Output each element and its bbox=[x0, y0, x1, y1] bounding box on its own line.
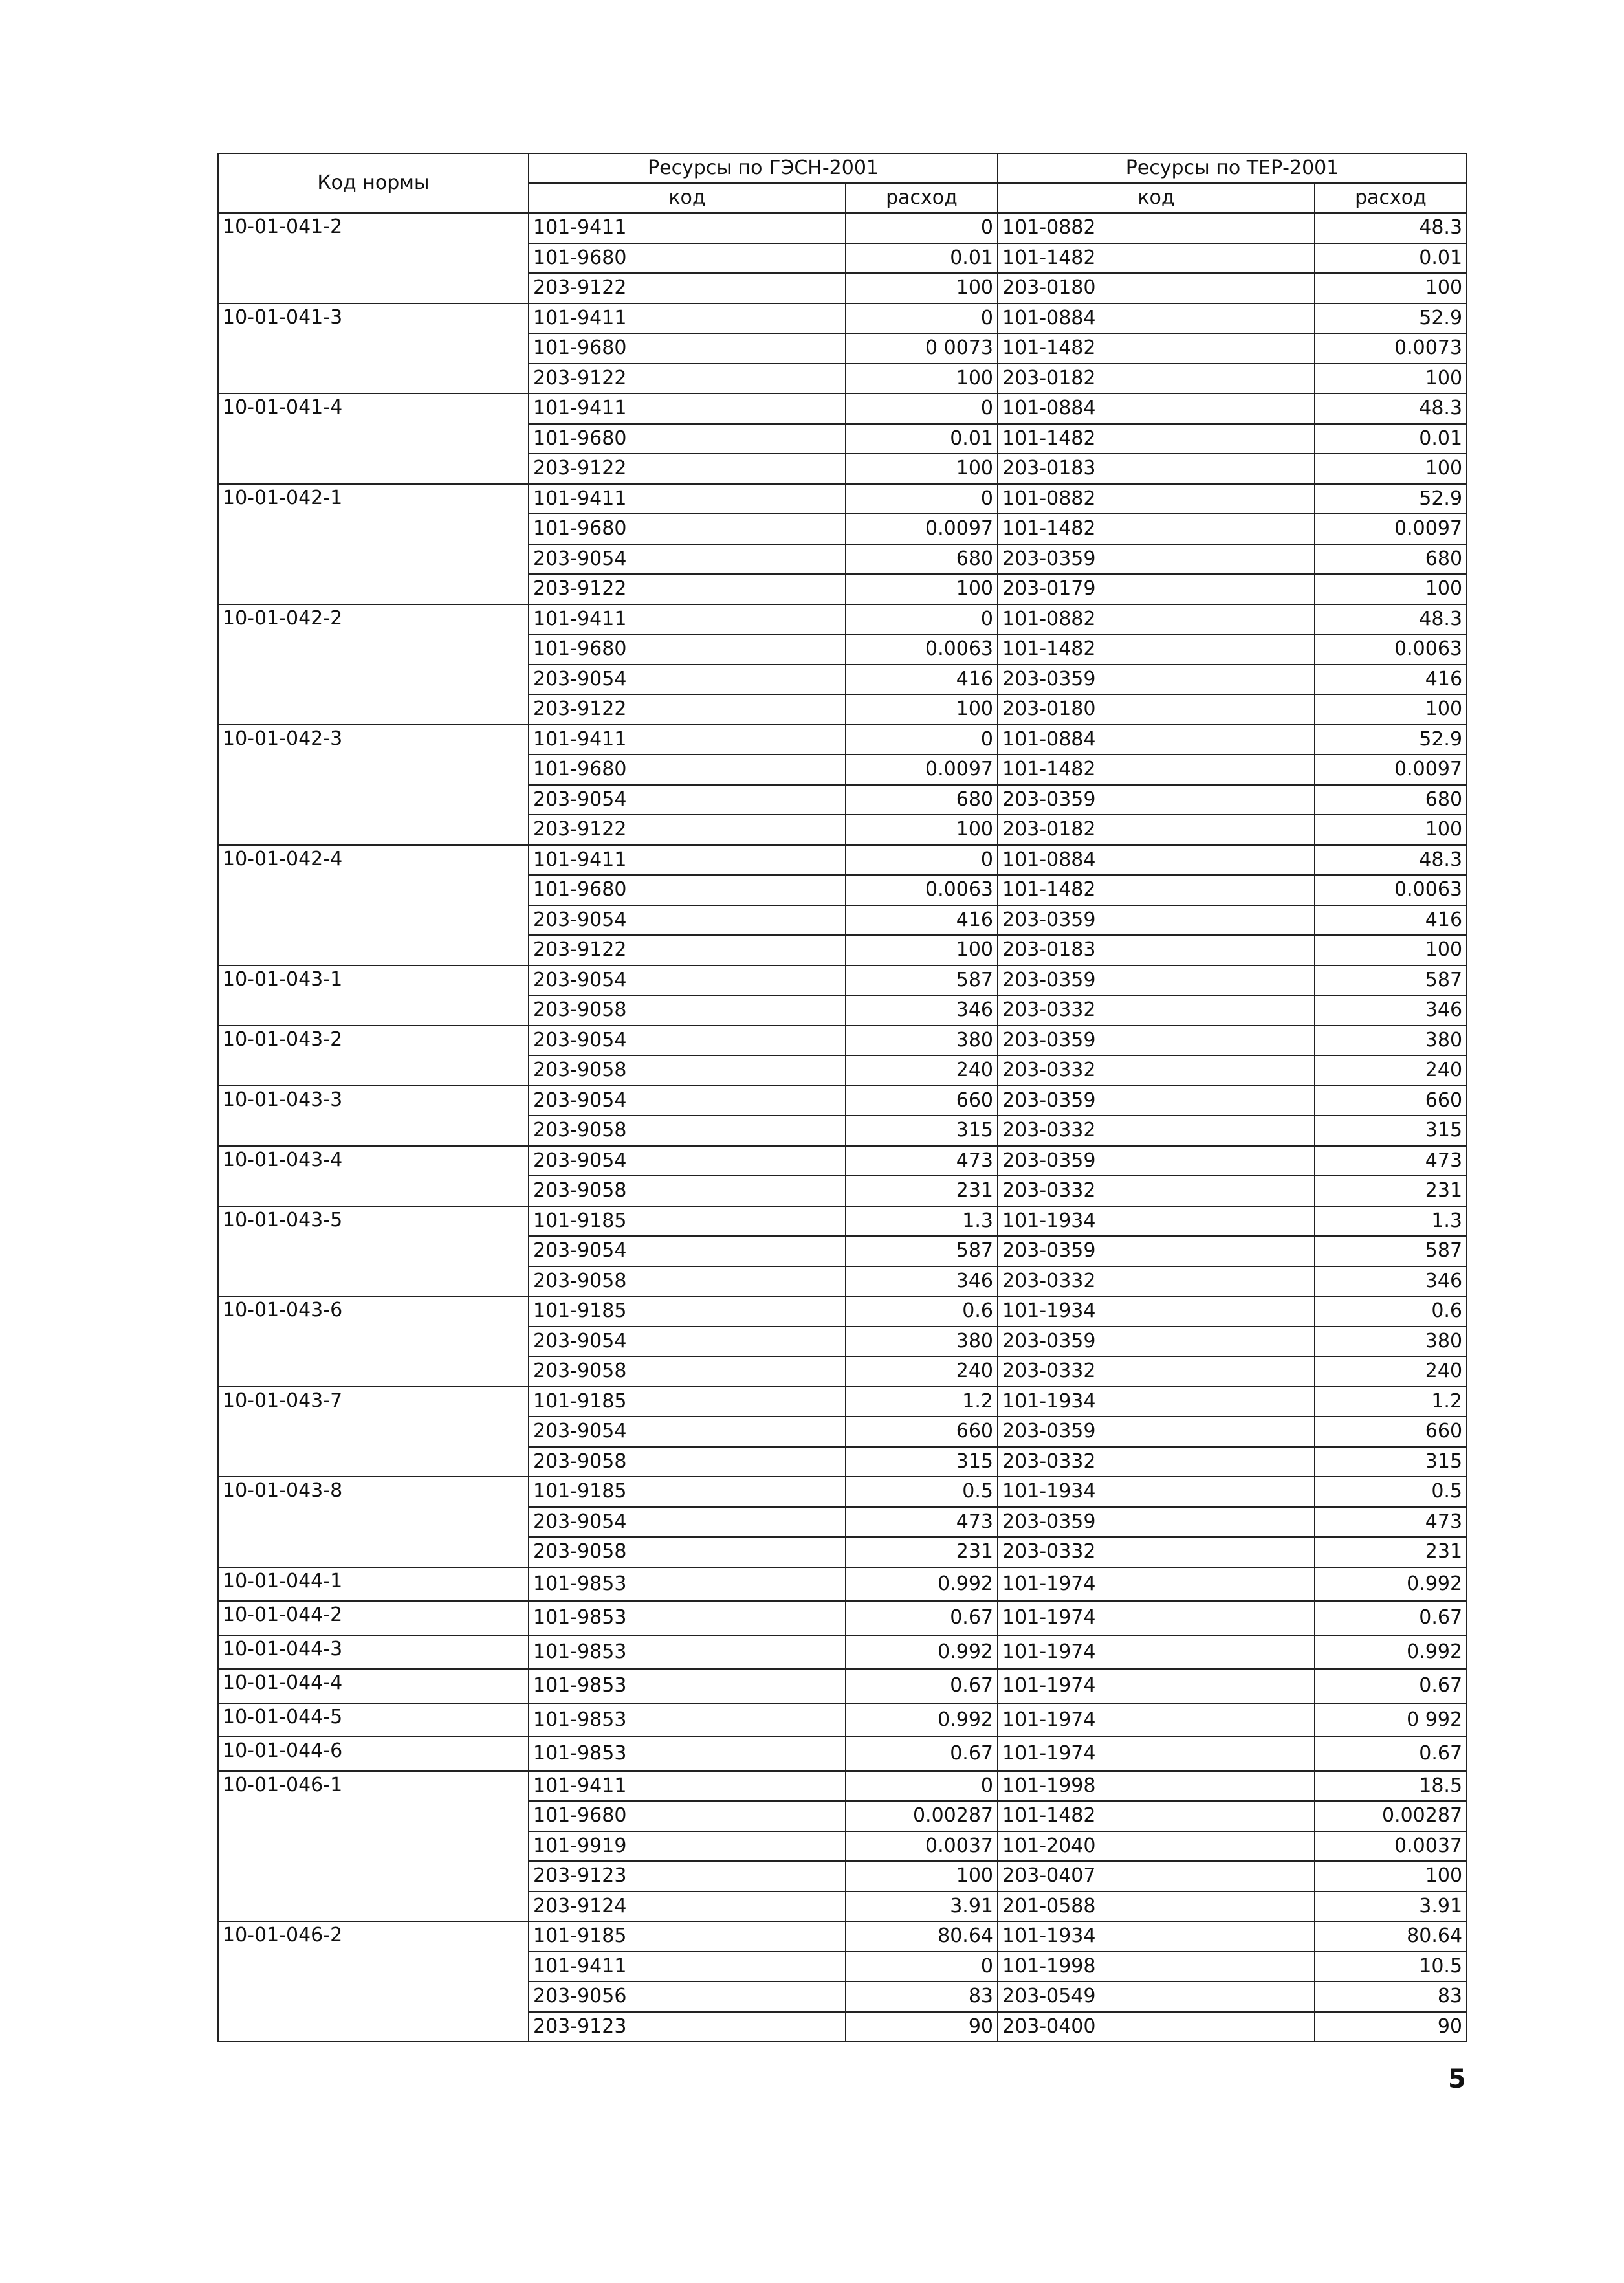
ter-consumption-cell: 0.0063 bbox=[1315, 875, 1467, 905]
ter-code-cell: 201-0588 bbox=[998, 1891, 1315, 1922]
ter-consumption-cell: 231 bbox=[1315, 1537, 1467, 1567]
ter-consumption-cell: 416 bbox=[1315, 665, 1467, 695]
gesn-consumption-cell: 0 bbox=[846, 484, 998, 514]
gesn-consumption-cell: 346 bbox=[846, 1266, 998, 1297]
ter-code-cell: 203-0332 bbox=[998, 1537, 1315, 1567]
gesn-consumption-cell: 100 bbox=[846, 935, 998, 965]
table-row bbox=[218, 604, 1467, 635]
gesn-consumption-cell: 0 bbox=[846, 725, 998, 755]
gesn-code-cell: 203-9056 bbox=[529, 1981, 846, 2012]
table-row bbox=[218, 1086, 1467, 1116]
ter-code-cell: 101-1974 bbox=[998, 1635, 1315, 1670]
ter-consumption-cell: 380 bbox=[1315, 1026, 1467, 1056]
gesn-code-cell: 203-9054 bbox=[529, 1146, 846, 1176]
ter-code-cell: 101-1934 bbox=[998, 1477, 1315, 1507]
header-ter-resources: Ресурсы по ТЕР-2001 bbox=[998, 153, 1467, 183]
gesn-code-cell: 101-9411 bbox=[529, 845, 846, 876]
ter-code-cell: 101-1998 bbox=[998, 1771, 1315, 1802]
ter-consumption-cell: 1.2 bbox=[1315, 1387, 1467, 1417]
gesn-code-cell: 101-9411 bbox=[529, 303, 846, 334]
header-norm-code: Код нормы bbox=[218, 153, 529, 213]
norm-code-cell: 10-01-041-3 bbox=[218, 303, 529, 394]
gesn-consumption-cell: 0 bbox=[846, 1952, 998, 1982]
ter-code-cell: 101-1998 bbox=[998, 1952, 1315, 1982]
ter-consumption-cell: 0.6 bbox=[1315, 1296, 1467, 1327]
gesn-code-cell: 203-9122 bbox=[529, 935, 846, 965]
norm-code-cell: 10-01-043-6 bbox=[218, 1296, 529, 1387]
ter-consumption-cell: 100 bbox=[1315, 574, 1467, 604]
norm-code-cell: 10-01-044-4 bbox=[218, 1669, 529, 1703]
ter-consumption-cell: 231 bbox=[1315, 1176, 1467, 1206]
ter-code-cell: 203-0359 bbox=[998, 1146, 1315, 1176]
ter-code-cell: 101-1482 bbox=[998, 424, 1315, 454]
ter-consumption-cell: 315 bbox=[1315, 1447, 1467, 1477]
ter-consumption-cell: 1.3 bbox=[1315, 1206, 1467, 1237]
table-row bbox=[218, 1771, 1467, 1802]
gesn-code-cell: 203-9054 bbox=[529, 785, 846, 815]
gesn-code-cell: 101-9411 bbox=[529, 484, 846, 514]
gesn-code-cell: 101-9185 bbox=[529, 1921, 846, 1952]
gesn-code-cell: 203-9054 bbox=[529, 1507, 846, 1538]
gesn-consumption-cell: 1.2 bbox=[846, 1387, 998, 1417]
ter-consumption-cell: 0.01 bbox=[1315, 424, 1467, 454]
page-number: 5 bbox=[1448, 2064, 1466, 2094]
norm-code-cell: 10-01-046-2 bbox=[218, 1921, 529, 2042]
gesn-code-cell: 203-9124 bbox=[529, 1891, 846, 1922]
table-row bbox=[218, 725, 1467, 755]
ter-consumption-cell: 48.3 bbox=[1315, 604, 1467, 635]
ter-consumption-cell: 52.9 bbox=[1315, 484, 1467, 514]
gesn-consumption-cell: 346 bbox=[846, 995, 998, 1026]
ter-consumption-cell: 10.5 bbox=[1315, 1952, 1467, 1982]
gesn-consumption-cell: 240 bbox=[846, 1055, 998, 1086]
gesn-code-cell: 101-9680 bbox=[529, 875, 846, 905]
norm-code-cell: 10-01-044-5 bbox=[218, 1703, 529, 1737]
ter-code-cell: 203-0179 bbox=[998, 574, 1315, 604]
gesn-code-cell: 101-9680 bbox=[529, 755, 846, 785]
ter-code-cell: 203-0332 bbox=[998, 995, 1315, 1026]
gesn-consumption-cell: 0.992 bbox=[846, 1703, 998, 1737]
gesn-consumption-cell: 660 bbox=[846, 1086, 998, 1116]
table-row bbox=[218, 1296, 1467, 1327]
gesn-code-cell: 101-9411 bbox=[529, 1952, 846, 1982]
ter-code-cell: 203-0359 bbox=[998, 544, 1315, 575]
gesn-code-cell: 203-9054 bbox=[529, 544, 846, 575]
ter-code-cell: 203-0183 bbox=[998, 454, 1315, 484]
header-gesn-resources: Ресурсы по ГЭСН-2001 bbox=[529, 153, 998, 183]
table-row bbox=[218, 1026, 1467, 1056]
table-body bbox=[218, 213, 1467, 2042]
ter-code-cell: 203-0180 bbox=[998, 694, 1315, 725]
gesn-code-cell: 101-9185 bbox=[529, 1206, 846, 1237]
norm-code-cell: 10-01-044-3 bbox=[218, 1635, 529, 1670]
gesn-consumption-cell: 0.67 bbox=[846, 1669, 998, 1703]
gesn-consumption-cell: 587 bbox=[846, 1236, 998, 1266]
gesn-consumption-cell: 0 bbox=[846, 604, 998, 635]
ter-consumption-cell: 240 bbox=[1315, 1356, 1467, 1387]
ter-code-cell: 203-0182 bbox=[998, 815, 1315, 845]
table-row bbox=[218, 1477, 1467, 1507]
gesn-code-cell: 101-9680 bbox=[529, 1801, 846, 1831]
norm-code-cell: 10-01-044-2 bbox=[218, 1601, 529, 1635]
table-row bbox=[218, 1635, 1467, 1670]
ter-consumption-cell: 0.67 bbox=[1315, 1737, 1467, 1771]
gesn-consumption-cell: 0 bbox=[846, 845, 998, 876]
gesn-code-cell: 101-9680 bbox=[529, 424, 846, 454]
ter-consumption-cell: 0.67 bbox=[1315, 1601, 1467, 1635]
table-row bbox=[218, 303, 1467, 334]
gesn-consumption-cell: 680 bbox=[846, 785, 998, 815]
gesn-consumption-cell: 0.992 bbox=[846, 1635, 998, 1670]
ter-consumption-cell: 0.0097 bbox=[1315, 755, 1467, 785]
table-row bbox=[218, 965, 1467, 996]
norm-code-cell: 10-01-043-4 bbox=[218, 1146, 529, 1206]
gesn-code-cell: 101-9853 bbox=[529, 1635, 846, 1670]
gesn-code-cell: 203-9122 bbox=[529, 694, 846, 725]
ter-code-cell: 203-0332 bbox=[998, 1176, 1315, 1206]
ter-code-cell: 101-0882 bbox=[998, 213, 1315, 243]
ter-code-cell: 101-1934 bbox=[998, 1921, 1315, 1952]
norm-code-cell: 10-01-042-3 bbox=[218, 725, 529, 845]
gesn-consumption-cell: 231 bbox=[846, 1176, 998, 1206]
gesn-code-cell: 203-9054 bbox=[529, 1417, 846, 1447]
gesn-consumption-cell: 0.67 bbox=[846, 1601, 998, 1635]
ter-consumption-cell: 315 bbox=[1315, 1116, 1467, 1146]
norm-code-cell: 10-01-044-1 bbox=[218, 1567, 529, 1602]
gesn-consumption-cell: 0.00287 bbox=[846, 1801, 998, 1831]
ter-code-cell: 101-1974 bbox=[998, 1703, 1315, 1737]
table-row bbox=[218, 393, 1467, 424]
gesn-consumption-cell: 0 bbox=[846, 393, 998, 424]
gesn-code-cell: 101-9411 bbox=[529, 725, 846, 755]
gesn-code-cell: 203-9122 bbox=[529, 364, 846, 394]
ter-consumption-cell: 48.3 bbox=[1315, 213, 1467, 243]
ter-code-cell: 203-0359 bbox=[998, 785, 1315, 815]
ter-consumption-cell: 0.0097 bbox=[1315, 514, 1467, 544]
ter-consumption-cell: 0.5 bbox=[1315, 1477, 1467, 1507]
ter-code-cell: 101-0882 bbox=[998, 604, 1315, 635]
ter-code-cell: 101-1482 bbox=[998, 755, 1315, 785]
table-row bbox=[218, 1601, 1467, 1635]
ter-code-cell: 101-1974 bbox=[998, 1669, 1315, 1703]
ter-code-cell: 203-0332 bbox=[998, 1116, 1315, 1146]
gesn-code-cell: 101-9411 bbox=[529, 393, 846, 424]
gesn-consumption-cell: 587 bbox=[846, 965, 998, 996]
ter-consumption-cell: 587 bbox=[1315, 965, 1467, 996]
ter-consumption-cell: 100 bbox=[1315, 694, 1467, 725]
ter-code-cell: 203-0183 bbox=[998, 935, 1315, 965]
gesn-code-cell: 203-9058 bbox=[529, 1447, 846, 1477]
gesn-consumption-cell: 315 bbox=[846, 1447, 998, 1477]
ter-code-cell: 101-1482 bbox=[998, 1801, 1315, 1831]
gesn-consumption-cell: 0 0073 bbox=[846, 333, 998, 364]
gesn-code-cell: 101-9853 bbox=[529, 1669, 846, 1703]
ter-consumption-cell: 680 bbox=[1315, 785, 1467, 815]
gesn-code-cell: 203-9054 bbox=[529, 905, 846, 936]
ter-code-cell: 101-2040 bbox=[998, 1831, 1315, 1862]
table-row bbox=[218, 845, 1467, 876]
gesn-consumption-cell: 0.0097 bbox=[846, 755, 998, 785]
table-row bbox=[218, 1567, 1467, 1602]
gesn-consumption-cell: 0.992 bbox=[846, 1567, 998, 1602]
gesn-code-cell: 203-9122 bbox=[529, 273, 846, 303]
ter-consumption-cell: 0.00287 bbox=[1315, 1801, 1467, 1831]
ter-consumption-cell: 100 bbox=[1315, 364, 1467, 394]
header-ter-consumption: расход bbox=[1315, 183, 1467, 213]
ter-code-cell: 203-0359 bbox=[998, 1507, 1315, 1538]
ter-consumption-cell: 18.5 bbox=[1315, 1771, 1467, 1802]
ter-code-cell: 203-0359 bbox=[998, 1026, 1315, 1056]
ter-consumption-cell: 660 bbox=[1315, 1086, 1467, 1116]
ter-code-cell: 203-0359 bbox=[998, 965, 1315, 996]
ter-code-cell: 101-1974 bbox=[998, 1567, 1315, 1602]
ter-consumption-cell: 473 bbox=[1315, 1507, 1467, 1538]
table-row bbox=[218, 213, 1467, 243]
ter-consumption-cell: 48.3 bbox=[1315, 393, 1467, 424]
ter-code-cell: 203-0332 bbox=[998, 1356, 1315, 1387]
norm-code-cell: 10-01-041-4 bbox=[218, 393, 529, 484]
ter-code-cell: 101-1482 bbox=[998, 333, 1315, 364]
gesn-consumption-cell: 240 bbox=[846, 1356, 998, 1387]
gesn-consumption-cell: 231 bbox=[846, 1537, 998, 1567]
norm-code-cell: 10-01-043-2 bbox=[218, 1026, 529, 1086]
gesn-code-cell: 203-9054 bbox=[529, 1236, 846, 1266]
ter-consumption-cell: 346 bbox=[1315, 995, 1467, 1026]
ter-consumption-cell: 80.64 bbox=[1315, 1921, 1467, 1952]
ter-consumption-cell: 587 bbox=[1315, 1236, 1467, 1266]
ter-consumption-cell: 0.01 bbox=[1315, 243, 1467, 274]
ter-code-cell: 203-0359 bbox=[998, 1236, 1315, 1266]
gesn-consumption-cell: 0.0063 bbox=[846, 875, 998, 905]
gesn-consumption-cell: 0 bbox=[846, 1771, 998, 1802]
ter-consumption-cell: 0.992 bbox=[1315, 1635, 1467, 1670]
ter-code-cell: 101-0884 bbox=[998, 725, 1315, 755]
gesn-code-cell: 203-9123 bbox=[529, 1861, 846, 1891]
gesn-consumption-cell: 380 bbox=[846, 1327, 998, 1357]
table-row bbox=[218, 1206, 1467, 1237]
ter-code-cell: 101-1482 bbox=[998, 634, 1315, 665]
ter-code-cell: 101-1934 bbox=[998, 1296, 1315, 1327]
ter-code-cell: 203-0359 bbox=[998, 1327, 1315, 1357]
gesn-code-cell: 101-9853 bbox=[529, 1567, 846, 1602]
gesn-consumption-cell: 100 bbox=[846, 694, 998, 725]
norm-code-cell: 10-01-044-6 bbox=[218, 1737, 529, 1771]
gesn-code-cell: 203-9054 bbox=[529, 1327, 846, 1357]
gesn-consumption-cell: 100 bbox=[846, 273, 998, 303]
norm-code-cell: 10-01-046-1 bbox=[218, 1771, 529, 1922]
gesn-code-cell: 101-9919 bbox=[529, 1831, 846, 1862]
gesn-consumption-cell: 3.91 bbox=[846, 1891, 998, 1922]
norm-code-cell: 10-01-041-2 bbox=[218, 213, 529, 303]
gesn-consumption-cell: 0.01 bbox=[846, 243, 998, 274]
ter-consumption-cell: 680 bbox=[1315, 544, 1467, 575]
ter-consumption-cell: 52.9 bbox=[1315, 303, 1467, 334]
ter-consumption-cell: 83 bbox=[1315, 1981, 1467, 2012]
ter-code-cell: 203-0332 bbox=[998, 1447, 1315, 1477]
gesn-code-cell: 101-9185 bbox=[529, 1296, 846, 1327]
ter-consumption-cell: 0.67 bbox=[1315, 1669, 1467, 1703]
ter-code-cell: 203-0359 bbox=[998, 1086, 1315, 1116]
ter-code-cell: 101-1974 bbox=[998, 1737, 1315, 1771]
table-row bbox=[218, 1669, 1467, 1703]
gesn-code-cell: 203-9058 bbox=[529, 1116, 846, 1146]
gesn-code-cell: 101-9680 bbox=[529, 514, 846, 544]
ter-consumption-cell: 48.3 bbox=[1315, 845, 1467, 876]
ter-code-cell: 203-0549 bbox=[998, 1981, 1315, 2012]
ter-consumption-cell: 0 992 bbox=[1315, 1703, 1467, 1737]
gesn-consumption-cell: 100 bbox=[846, 364, 998, 394]
gesn-consumption-cell: 0.5 bbox=[846, 1477, 998, 1507]
gesn-consumption-cell: 83 bbox=[846, 1981, 998, 2012]
table-row bbox=[218, 1703, 1467, 1737]
gesn-consumption-cell: 1.3 bbox=[846, 1206, 998, 1237]
ter-consumption-cell: 416 bbox=[1315, 905, 1467, 936]
ter-consumption-cell: 90 bbox=[1315, 2012, 1467, 2042]
ter-consumption-cell: 100 bbox=[1315, 454, 1467, 484]
ter-code-cell: 203-0359 bbox=[998, 905, 1315, 936]
norm-code-cell: 10-01-043-5 bbox=[218, 1206, 529, 1297]
gesn-code-cell: 203-9054 bbox=[529, 665, 846, 695]
gesn-code-cell: 101-9680 bbox=[529, 333, 846, 364]
header-gesn-code: код bbox=[529, 183, 846, 213]
ter-code-cell: 203-0359 bbox=[998, 665, 1315, 695]
ter-code-cell: 101-0884 bbox=[998, 393, 1315, 424]
ter-consumption-cell: 380 bbox=[1315, 1327, 1467, 1357]
header-row-groups bbox=[218, 153, 1467, 183]
gesn-code-cell: 203-9054 bbox=[529, 965, 846, 996]
ter-code-cell: 203-0332 bbox=[998, 1055, 1315, 1086]
ter-consumption-cell: 473 bbox=[1315, 1146, 1467, 1176]
norm-code-cell: 10-01-043-1 bbox=[218, 965, 529, 1026]
norm-code-cell: 10-01-042-1 bbox=[218, 484, 529, 604]
header-gesn-consumption: расход bbox=[846, 183, 998, 213]
ter-code-cell: 203-0400 bbox=[998, 2012, 1315, 2042]
ter-code-cell: 101-1974 bbox=[998, 1601, 1315, 1635]
gesn-code-cell: 101-9853 bbox=[529, 1703, 846, 1737]
gesn-consumption-cell: 473 bbox=[846, 1146, 998, 1176]
gesn-code-cell: 101-9680 bbox=[529, 243, 846, 274]
gesn-code-cell: 203-9122 bbox=[529, 454, 846, 484]
gesn-code-cell: 203-9123 bbox=[529, 2012, 846, 2042]
gesn-consumption-cell: 0 bbox=[846, 213, 998, 243]
ter-code-cell: 101-0884 bbox=[998, 303, 1315, 334]
table-row bbox=[218, 1387, 1467, 1417]
norm-code-cell: 10-01-042-4 bbox=[218, 845, 529, 965]
gesn-consumption-cell: 0 bbox=[846, 303, 998, 334]
gesn-consumption-cell: 416 bbox=[846, 665, 998, 695]
gesn-consumption-cell: 680 bbox=[846, 544, 998, 575]
ter-code-cell: 101-0882 bbox=[998, 484, 1315, 514]
gesn-code-cell: 101-9853 bbox=[529, 1601, 846, 1635]
ter-consumption-cell: 0.0073 bbox=[1315, 333, 1467, 364]
norm-code-cell: 10-01-042-2 bbox=[218, 604, 529, 725]
ter-code-cell: 203-0332 bbox=[998, 1266, 1315, 1297]
gesn-consumption-cell: 80.64 bbox=[846, 1921, 998, 1952]
ter-consumption-cell: 100 bbox=[1315, 273, 1467, 303]
norm-code-cell: 10-01-043-7 bbox=[218, 1387, 529, 1477]
gesn-code-cell: 203-9054 bbox=[529, 1026, 846, 1056]
gesn-code-cell: 203-9058 bbox=[529, 1356, 846, 1387]
table-row bbox=[218, 1146, 1467, 1176]
ter-code-cell: 101-1934 bbox=[998, 1206, 1315, 1237]
ter-consumption-cell: 100 bbox=[1315, 1861, 1467, 1891]
ter-code-cell: 101-1482 bbox=[998, 514, 1315, 544]
gesn-code-cell: 101-9411 bbox=[529, 604, 846, 635]
ter-code-cell: 203-0182 bbox=[998, 364, 1315, 394]
gesn-code-cell: 101-9680 bbox=[529, 634, 846, 665]
gesn-consumption-cell: 380 bbox=[846, 1026, 998, 1056]
gesn-consumption-cell: 100 bbox=[846, 454, 998, 484]
gesn-consumption-cell: 100 bbox=[846, 574, 998, 604]
ter-code-cell: 101-1934 bbox=[998, 1387, 1315, 1417]
gesn-consumption-cell: 0.0037 bbox=[846, 1831, 998, 1862]
ter-consumption-cell: 100 bbox=[1315, 935, 1467, 965]
ter-consumption-cell: 52.9 bbox=[1315, 725, 1467, 755]
gesn-consumption-cell: 473 bbox=[846, 1507, 998, 1538]
gesn-code-cell: 203-9122 bbox=[529, 815, 846, 845]
gesn-code-cell: 203-9058 bbox=[529, 1176, 846, 1206]
ter-code-cell: 101-1482 bbox=[998, 243, 1315, 274]
gesn-consumption-cell: 0.0063 bbox=[846, 634, 998, 665]
gesn-code-cell: 101-9853 bbox=[529, 1737, 846, 1771]
gesn-consumption-cell: 0.6 bbox=[846, 1296, 998, 1327]
gesn-consumption-cell: 315 bbox=[846, 1116, 998, 1146]
gesn-code-cell: 203-9058 bbox=[529, 1537, 846, 1567]
header-ter-code: код bbox=[998, 183, 1315, 213]
ter-consumption-cell: 0.992 bbox=[1315, 1567, 1467, 1602]
ter-code-cell: 203-0359 bbox=[998, 1417, 1315, 1447]
table-row bbox=[218, 1921, 1467, 1952]
gesn-code-cell: 203-9058 bbox=[529, 1055, 846, 1086]
gesn-consumption-cell: 416 bbox=[846, 905, 998, 936]
gesn-code-cell: 203-9058 bbox=[529, 1266, 846, 1297]
ter-consumption-cell: 100 bbox=[1315, 815, 1467, 845]
gesn-code-cell: 203-9058 bbox=[529, 995, 846, 1026]
gesn-code-cell: 101-9411 bbox=[529, 1771, 846, 1802]
gesn-code-cell: 101-9185 bbox=[529, 1477, 846, 1507]
ter-code-cell: 203-0180 bbox=[998, 273, 1315, 303]
ter-consumption-cell: 3.91 bbox=[1315, 1891, 1467, 1922]
resource-mapping-table bbox=[217, 153, 1467, 2042]
gesn-code-cell: 203-9054 bbox=[529, 1086, 846, 1116]
ter-consumption-cell: 0.0037 bbox=[1315, 1831, 1467, 1862]
gesn-code-cell: 101-9185 bbox=[529, 1387, 846, 1417]
gesn-consumption-cell: 0.01 bbox=[846, 424, 998, 454]
gesn-consumption-cell: 100 bbox=[846, 815, 998, 845]
gesn-consumption-cell: 0.67 bbox=[846, 1737, 998, 1771]
norm-code-cell: 10-01-043-8 bbox=[218, 1477, 529, 1567]
ter-consumption-cell: 0.0063 bbox=[1315, 634, 1467, 665]
gesn-code-cell: 203-9122 bbox=[529, 574, 846, 604]
ter-consumption-cell: 240 bbox=[1315, 1055, 1467, 1086]
table-row bbox=[218, 484, 1467, 514]
ter-consumption-cell: 660 bbox=[1315, 1417, 1467, 1447]
gesn-consumption-cell: 660 bbox=[846, 1417, 998, 1447]
gesn-code-cell: 101-9411 bbox=[529, 213, 846, 243]
gesn-consumption-cell: 0.0097 bbox=[846, 514, 998, 544]
ter-consumption-cell: 346 bbox=[1315, 1266, 1467, 1297]
ter-code-cell: 203-0407 bbox=[998, 1861, 1315, 1891]
ter-code-cell: 101-0884 bbox=[998, 845, 1315, 876]
table-row bbox=[218, 1737, 1467, 1771]
gesn-consumption-cell: 100 bbox=[846, 1861, 998, 1891]
gesn-consumption-cell: 90 bbox=[846, 2012, 998, 2042]
ter-code-cell: 101-1482 bbox=[998, 875, 1315, 905]
norm-code-cell: 10-01-043-3 bbox=[218, 1086, 529, 1146]
